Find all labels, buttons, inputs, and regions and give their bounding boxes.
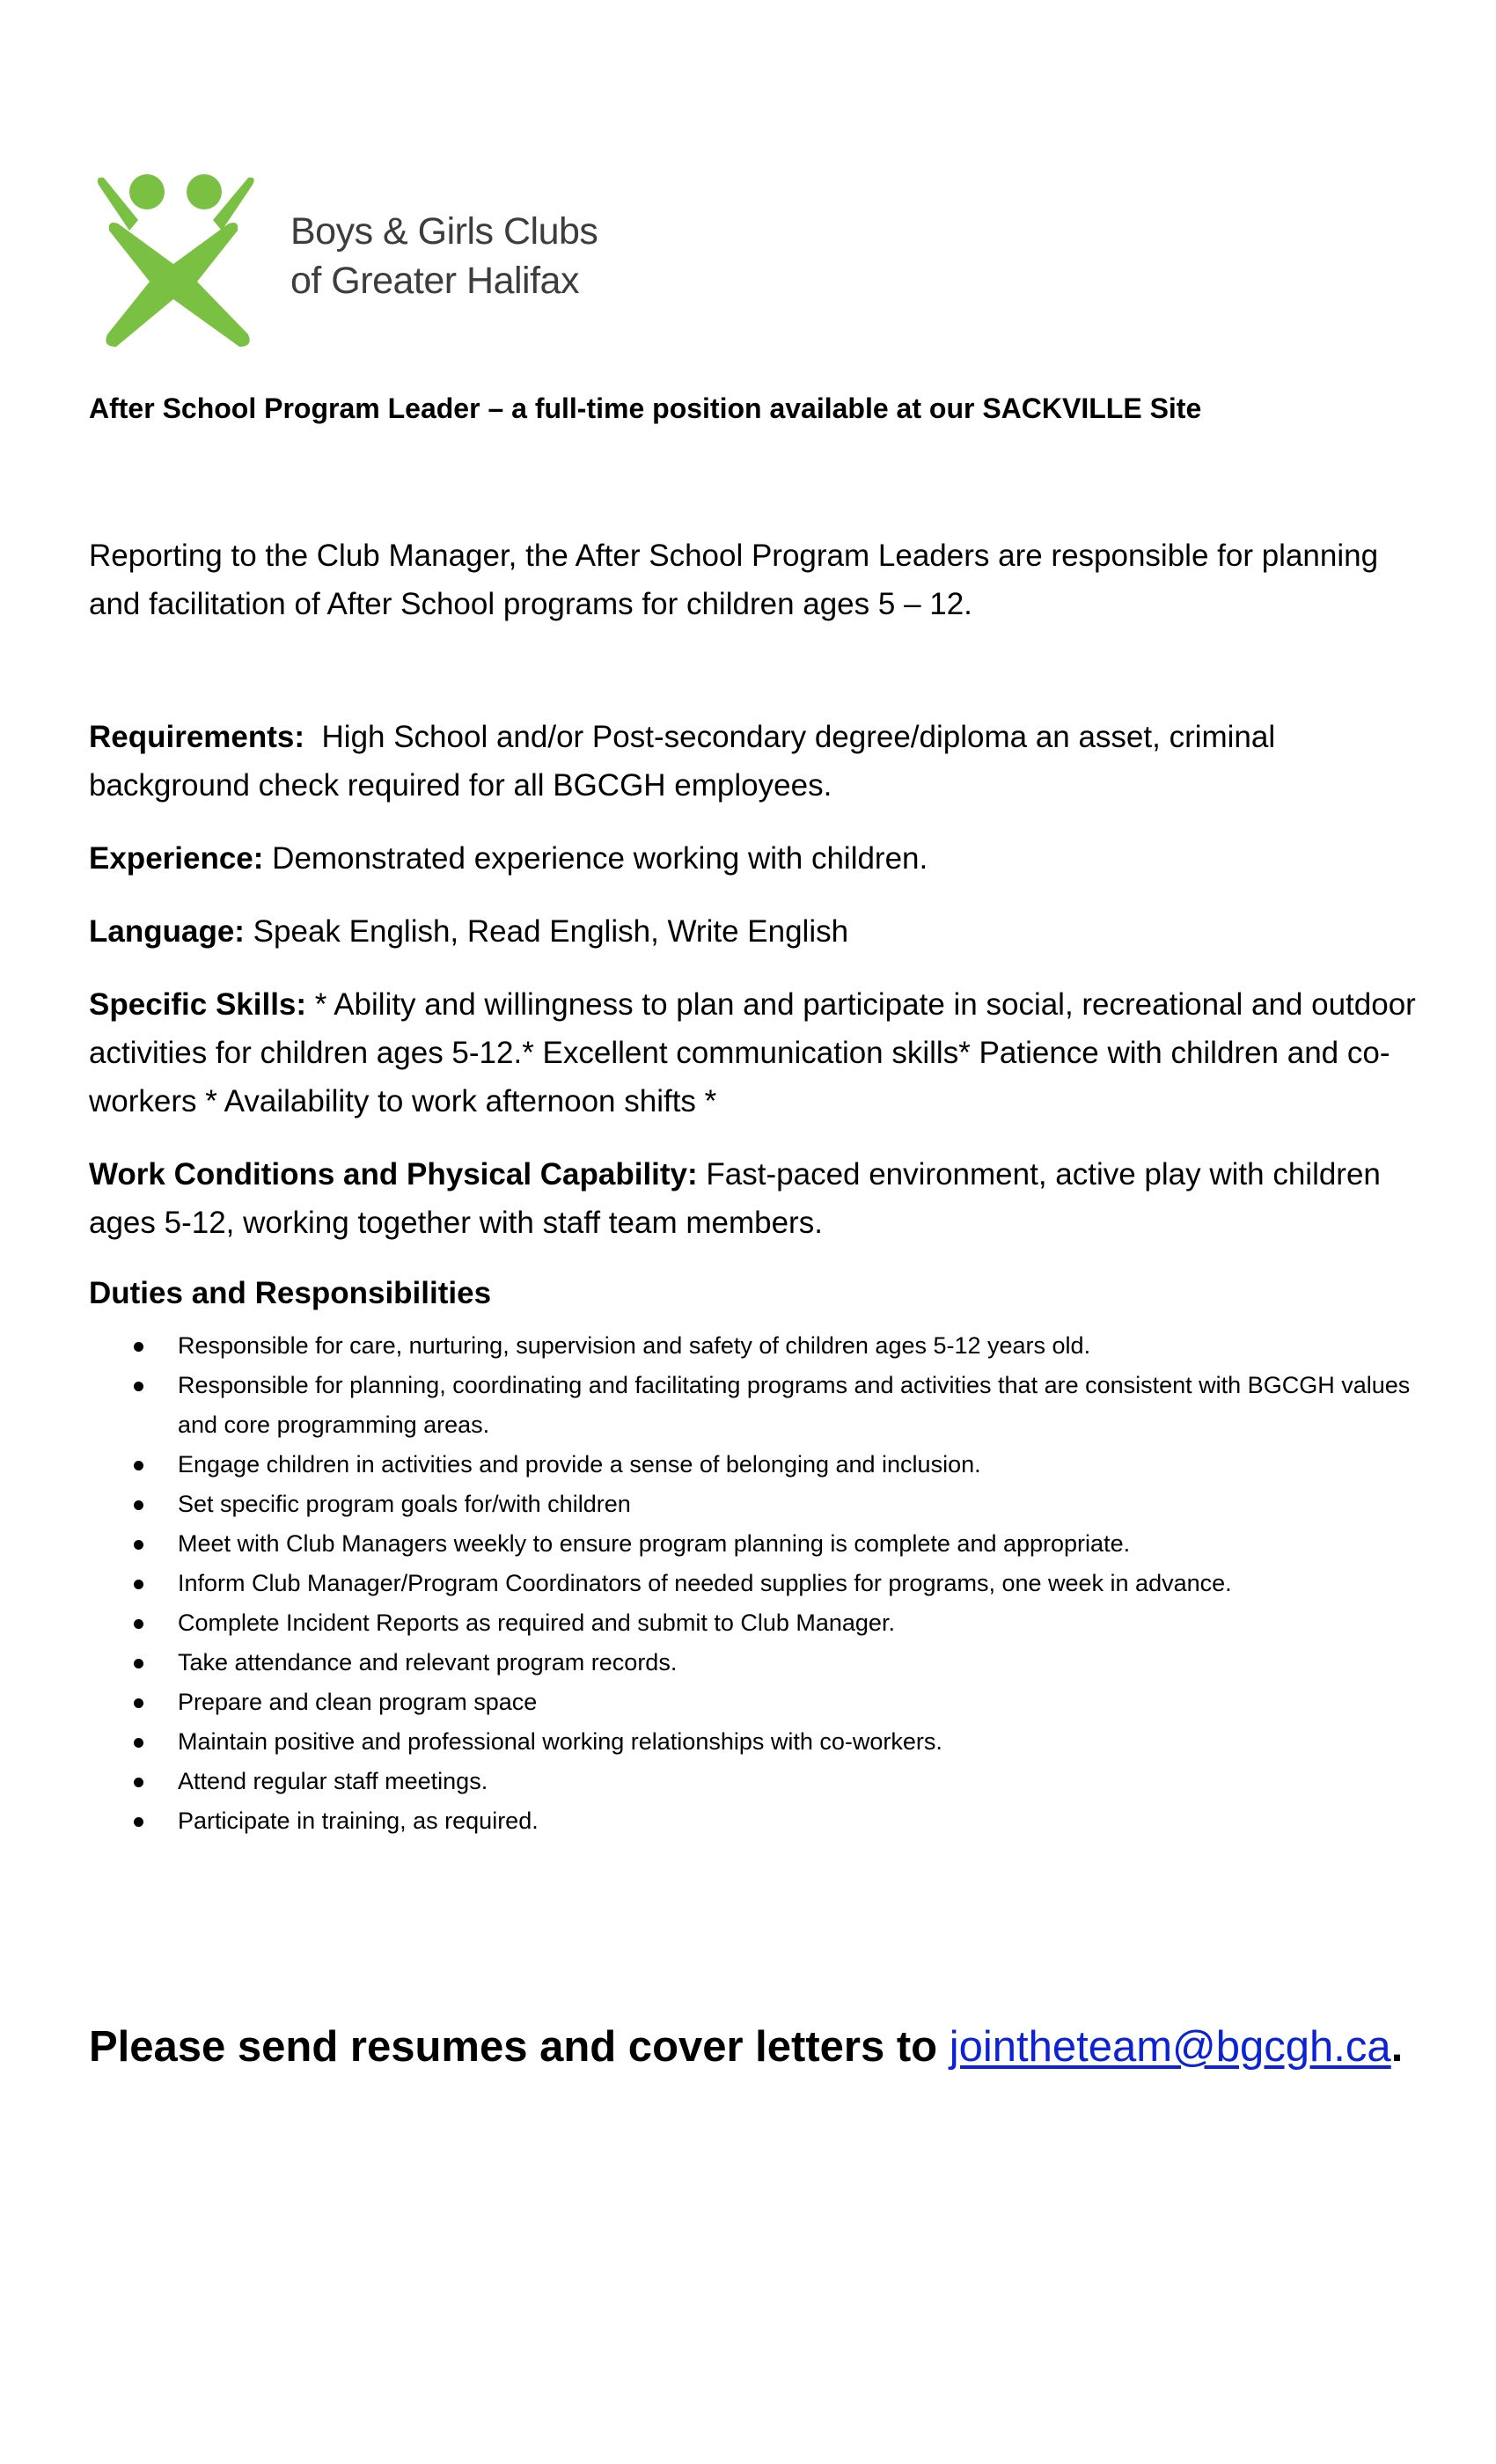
- list-item: [89, 1366, 1426, 1445]
- duty-text: Set specific program goals for/with children: [178, 1491, 631, 1517]
- logo-line-2: of Greater Halifax: [290, 260, 579, 302]
- section-label: Requirements:: [89, 720, 305, 754]
- experience-section: [89, 834, 1426, 883]
- email-link[interactable]: jointheteam@bgcgh.ca: [949, 2023, 1391, 2071]
- duties-heading: Duties and Responsibilities: [89, 1276, 492, 1310]
- requirements-section: [89, 713, 1426, 810]
- bullet-icon: [134, 1461, 143, 1470]
- bullet-icon: [134, 1382, 143, 1391]
- section-text: Demonstrated experience working with children.: [263, 841, 928, 876]
- section-text: Speak English, Read English, Write English: [244, 914, 849, 949]
- bullet-icon: [134, 1342, 143, 1352]
- list-item: [89, 1762, 1426, 1801]
- logo-wordmark: [290, 207, 598, 305]
- work-conditions-section: [89, 1150, 1426, 1247]
- duty-text: Maintain positive and professional working relationships with co-workers.: [178, 1728, 942, 1755]
- bullet-icon: [134, 1698, 143, 1708]
- bullet-icon: [134, 1580, 143, 1589]
- list-item: [89, 1801, 1426, 1841]
- closing-suffix: .: [1390, 2023, 1404, 2071]
- specific-skills-section: [89, 980, 1426, 1126]
- list-item: [89, 1445, 1426, 1485]
- duty-text: Engage children in activities and provide a sense of belonging and inclusion.: [178, 1451, 981, 1478]
- section-label: Specific Skills:: [89, 987, 307, 1022]
- language-section: [89, 907, 1426, 956]
- bullet-icon: [134, 1738, 143, 1748]
- job-details: [89, 713, 1426, 1841]
- bullet-icon: [134, 1540, 143, 1550]
- list-item: [89, 1524, 1426, 1564]
- duty-text: Complete Incident Reports as required and submit to Club Manager.: [178, 1610, 895, 1636]
- section-text: High School and/or Post-secondary degree/diploma an asset, criminal background check required for all BGCGH employees.: [89, 720, 1276, 803]
- duty-text: Prepare and clean program space: [178, 1689, 538, 1715]
- duty-text: Take attendance and relevant program records.: [178, 1649, 678, 1676]
- section-text: Fast-paced environment, active play with children ages 5-12, working together with staff team members.: [89, 1157, 1381, 1240]
- list-item: [89, 1485, 1426, 1524]
- bullet-icon: [134, 1817, 143, 1827]
- closing-call-to-action: [89, 2022, 1403, 2072]
- intro-text: Reporting to the Club Manager, the After School Program Leaders are responsible for planning and facilitation of After School programs for children ages 5 – 12.: [89, 539, 1379, 621]
- section-label: Experience:: [89, 841, 264, 876]
- list-item: [89, 1603, 1426, 1643]
- bullet-icon: [134, 1659, 143, 1668]
- duties-list: [89, 1326, 1426, 1841]
- logo-line-1: Boys & Girls Clubs: [290, 210, 598, 253]
- list-item: [89, 1326, 1426, 1366]
- list-item: [89, 1564, 1426, 1603]
- duty-text: Participate in training, as required.: [178, 1808, 539, 1834]
- bullet-icon: [134, 1778, 143, 1787]
- intro-paragraph: [89, 532, 1426, 653]
- section-label: Work Conditions and Physical Capability:: [89, 1157, 698, 1192]
- job-title: After School Program Leader – a full-time position available at our SACKVILLE Site: [89, 392, 1202, 424]
- clubs-logo-icon: [90, 158, 275, 352]
- duty-text: Inform Club Manager/Program Coordinators of needed supplies for programs, one week in advance.: [178, 1570, 1232, 1596]
- section-text: * Ability and willingness to plan and participate in social, recreational and outdoor activities for children ages 5-12.* Excellent communication skills* Patience with children and co-workers * Availability to work afternoon shifts *: [89, 987, 1416, 1118]
- duty-text: Responsible for care, nurturing, supervision and safety of children ages 5-12 years old.: [178, 1332, 1091, 1359]
- organization-logo: [90, 158, 598, 352]
- list-item: [89, 1683, 1426, 1722]
- duty-text: Attend regular staff meetings.: [178, 1768, 488, 1794]
- bullet-icon: [134, 1619, 143, 1629]
- closing-text: Please send resumes and cover letters to: [89, 2023, 950, 2071]
- list-item: [89, 1722, 1426, 1762]
- duty-text: Responsible for planning, coordinating and facilitating programs and activities that are consistent with BGCGH values and core programming areas.: [178, 1372, 1411, 1438]
- duty-text: Meet with Club Managers weekly to ensure program planning is complete and appropriate.: [178, 1530, 1131, 1557]
- bullet-icon: [134, 1500, 143, 1510]
- section-label: Language:: [89, 914, 245, 949]
- list-item: [89, 1643, 1426, 1683]
